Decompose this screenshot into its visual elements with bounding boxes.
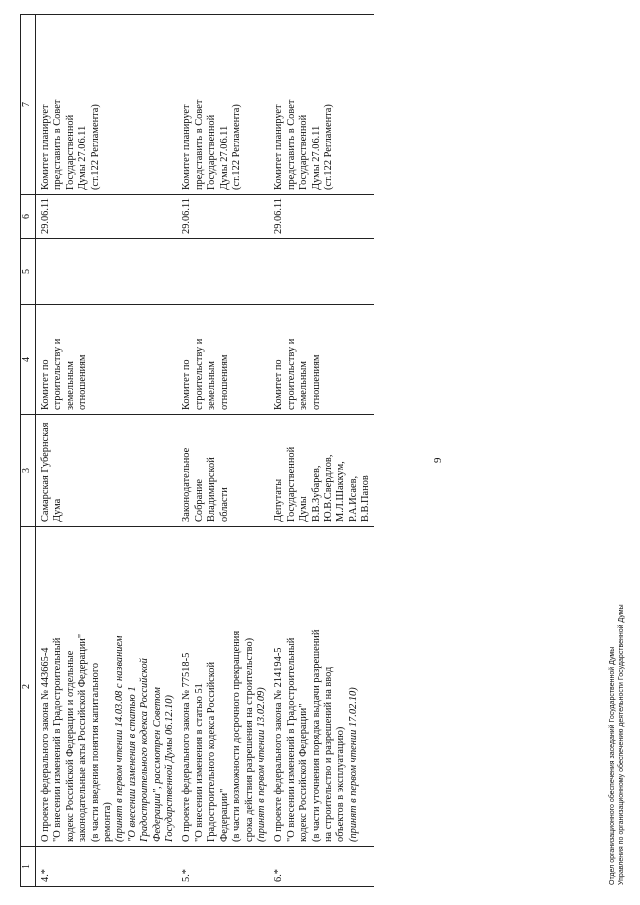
- bill-text-line: (принят в первом чтении 14.03.08 с названием: [114, 635, 126, 842]
- note-cell: [177, 15, 269, 195]
- row-number: 4.*: [40, 869, 51, 882]
- author-cell: [177, 415, 269, 527]
- bill-text-line: "О внесении изменений в Градостроительный: [285, 637, 297, 842]
- table-row: [269, 15, 373, 887]
- bill-text-line: срока действия разрешения на строительство): [243, 637, 255, 842]
- bill-text-line: О проекте федерального закона № 77518-5: [181, 652, 193, 842]
- note-line: Комитет планирует: [40, 104, 51, 190]
- note-line: Думы 27.06.11: [77, 125, 89, 190]
- column-header: 7: [21, 15, 36, 195]
- committee-line: строительству и: [52, 338, 64, 410]
- page-number: 9: [432, 457, 444, 463]
- author-line: Дума: [52, 498, 64, 522]
- bill-title-cell: [36, 527, 178, 847]
- committee-cell: [36, 305, 178, 415]
- date-value: 29.06.11: [181, 198, 193, 234]
- column-header: 4: [21, 305, 36, 415]
- author-line: области: [218, 487, 230, 522]
- column-header: 1: [21, 847, 36, 887]
- note-cell: [269, 15, 373, 195]
- note-line: представить в Совет: [193, 99, 205, 190]
- bill-text-line: Градостроительного кодекса Российской: [139, 658, 151, 842]
- author-line: В.В.Панов: [360, 475, 372, 522]
- author-line: Думы: [298, 496, 310, 522]
- row-number: 5.*: [181, 869, 193, 882]
- bill-title-cell: [269, 527, 373, 847]
- author-line: Собрание: [193, 479, 205, 522]
- note-line: (ст.122 Регламента): [231, 104, 243, 190]
- note-line: Думы 27.06.11: [218, 125, 230, 190]
- table-row: [36, 15, 178, 887]
- date-value: 29.06.11: [40, 198, 51, 234]
- note-line: представить в Совет: [52, 99, 64, 190]
- bill-text-line: Градостроительного кодекса Российской: [206, 661, 218, 842]
- author-cell: [269, 415, 373, 527]
- bill-text-line: объектов в эксплуатацию): [335, 726, 347, 842]
- row-number-cell: [269, 847, 373, 887]
- table-row: [177, 15, 269, 887]
- agenda-table: [20, 14, 374, 887]
- bill-text-line: законодательные акты Российской Федерации": [77, 633, 89, 842]
- column-5-cell: [177, 239, 269, 305]
- committee-line: земельным: [206, 361, 218, 410]
- note-line: (ст.122 Регламента): [322, 104, 334, 190]
- committee-line: строительству и: [193, 338, 205, 410]
- note-line: Думы 27.06.11: [310, 125, 322, 190]
- row-number: 6.*: [273, 869, 285, 882]
- committee-line: отношениям: [310, 354, 322, 410]
- row-number-cell: [36, 847, 178, 887]
- note-line: Комитет планирует: [181, 104, 193, 190]
- date-cell: [36, 195, 178, 239]
- column-header: 2: [21, 527, 36, 847]
- bill-text-line: Федерации", рассмотрен Советом: [151, 687, 163, 842]
- bill-text-line: (в части возможности досрочного прекращения: [231, 630, 243, 842]
- author-line: В.В.Зубарев,: [310, 465, 322, 522]
- committee-line: земельным: [298, 361, 310, 410]
- bill-text-line: ремонта): [102, 802, 114, 842]
- author-cell: [36, 415, 178, 527]
- note-line: Государственной: [298, 114, 310, 190]
- note-cell: [36, 15, 178, 195]
- note-line: Комитет планирует: [273, 104, 285, 190]
- bill-text-line: Федерации": [218, 788, 230, 842]
- author-line: Владимирской: [206, 457, 218, 522]
- committee-line: Комитет по: [181, 359, 193, 410]
- note-line: Государственной: [206, 114, 218, 190]
- committee-line: Комитет по: [40, 359, 51, 410]
- footer: [608, 604, 626, 885]
- committee-cell: [269, 305, 373, 415]
- row-number-cell: [177, 847, 269, 887]
- bill-text-line: (в части уточнения порядка выдачи разрешений: [310, 629, 322, 842]
- footer-line: Управления по организационному обеспечению деятельности Государственной Думы: [618, 604, 625, 885]
- author-line: Государственной: [285, 446, 297, 522]
- author-line: Ю.В.Свердлов,: [322, 454, 334, 522]
- column-header: 6: [21, 195, 36, 239]
- table-header-row: [21, 15, 36, 887]
- committee-line: отношениям: [218, 354, 230, 410]
- date-cell: [269, 195, 373, 239]
- column-5-cell: [36, 239, 178, 305]
- bill-title-cell: [177, 527, 269, 847]
- column-header: 3: [21, 415, 36, 527]
- bill-text-line: на строительство и разрешений на ввод: [322, 666, 334, 842]
- note-line: Государственной: [64, 114, 76, 190]
- bill-text-line: (принят в первом чтении 17.02.10): [347, 687, 359, 842]
- bill-text-line: (принят в первом чтении 13.02.09): [255, 687, 267, 842]
- bill-text-line: кодекс Российской Федерации и отдельные: [64, 650, 76, 842]
- bill-text-line: О проекте федерального закона № 443665-4: [40, 647, 51, 842]
- bill-text-line: "О внесении изменения в статью 51: [193, 683, 205, 842]
- bill-text-line: (в части введения понятия капитального: [89, 662, 101, 842]
- committee-line: земельным: [64, 361, 76, 410]
- footer-line: Отдел организационного обеспечения заседаний Государственной Думы: [609, 646, 616, 885]
- column-header: 5: [21, 239, 36, 305]
- date-value: 29.06.11: [273, 198, 285, 234]
- author-line: М.Л.Шаккум,: [335, 461, 347, 522]
- bill-text-line: "О внесении изменения в статью 1: [126, 686, 138, 842]
- author-line: Самарская Губернская: [40, 422, 51, 522]
- author-line: Депутаты: [273, 478, 285, 522]
- author-line: Законодательное: [181, 447, 193, 522]
- author-line: Р.А.Исаев,: [347, 475, 359, 522]
- table-body: [36, 15, 374, 887]
- bill-text-line: кодекс Российской Федерации": [298, 703, 310, 842]
- column-5-cell: [269, 239, 373, 305]
- bill-text-line: "О внесении изменений в Градостроительный: [52, 637, 64, 842]
- committee-cell: [177, 305, 269, 415]
- bill-text-line: О проекте федерального закона № 214194-5: [273, 647, 285, 842]
- committee-line: строительству и: [285, 338, 297, 410]
- note-line: представить в Совет: [285, 99, 297, 190]
- committee-line: Комитет по: [273, 359, 285, 410]
- committee-line: отношениям: [77, 354, 89, 410]
- bill-text-line: Государственной Думы 06.12.10): [164, 695, 176, 842]
- date-cell: [177, 195, 269, 239]
- note-line: (ст.122 Регламента): [89, 104, 101, 190]
